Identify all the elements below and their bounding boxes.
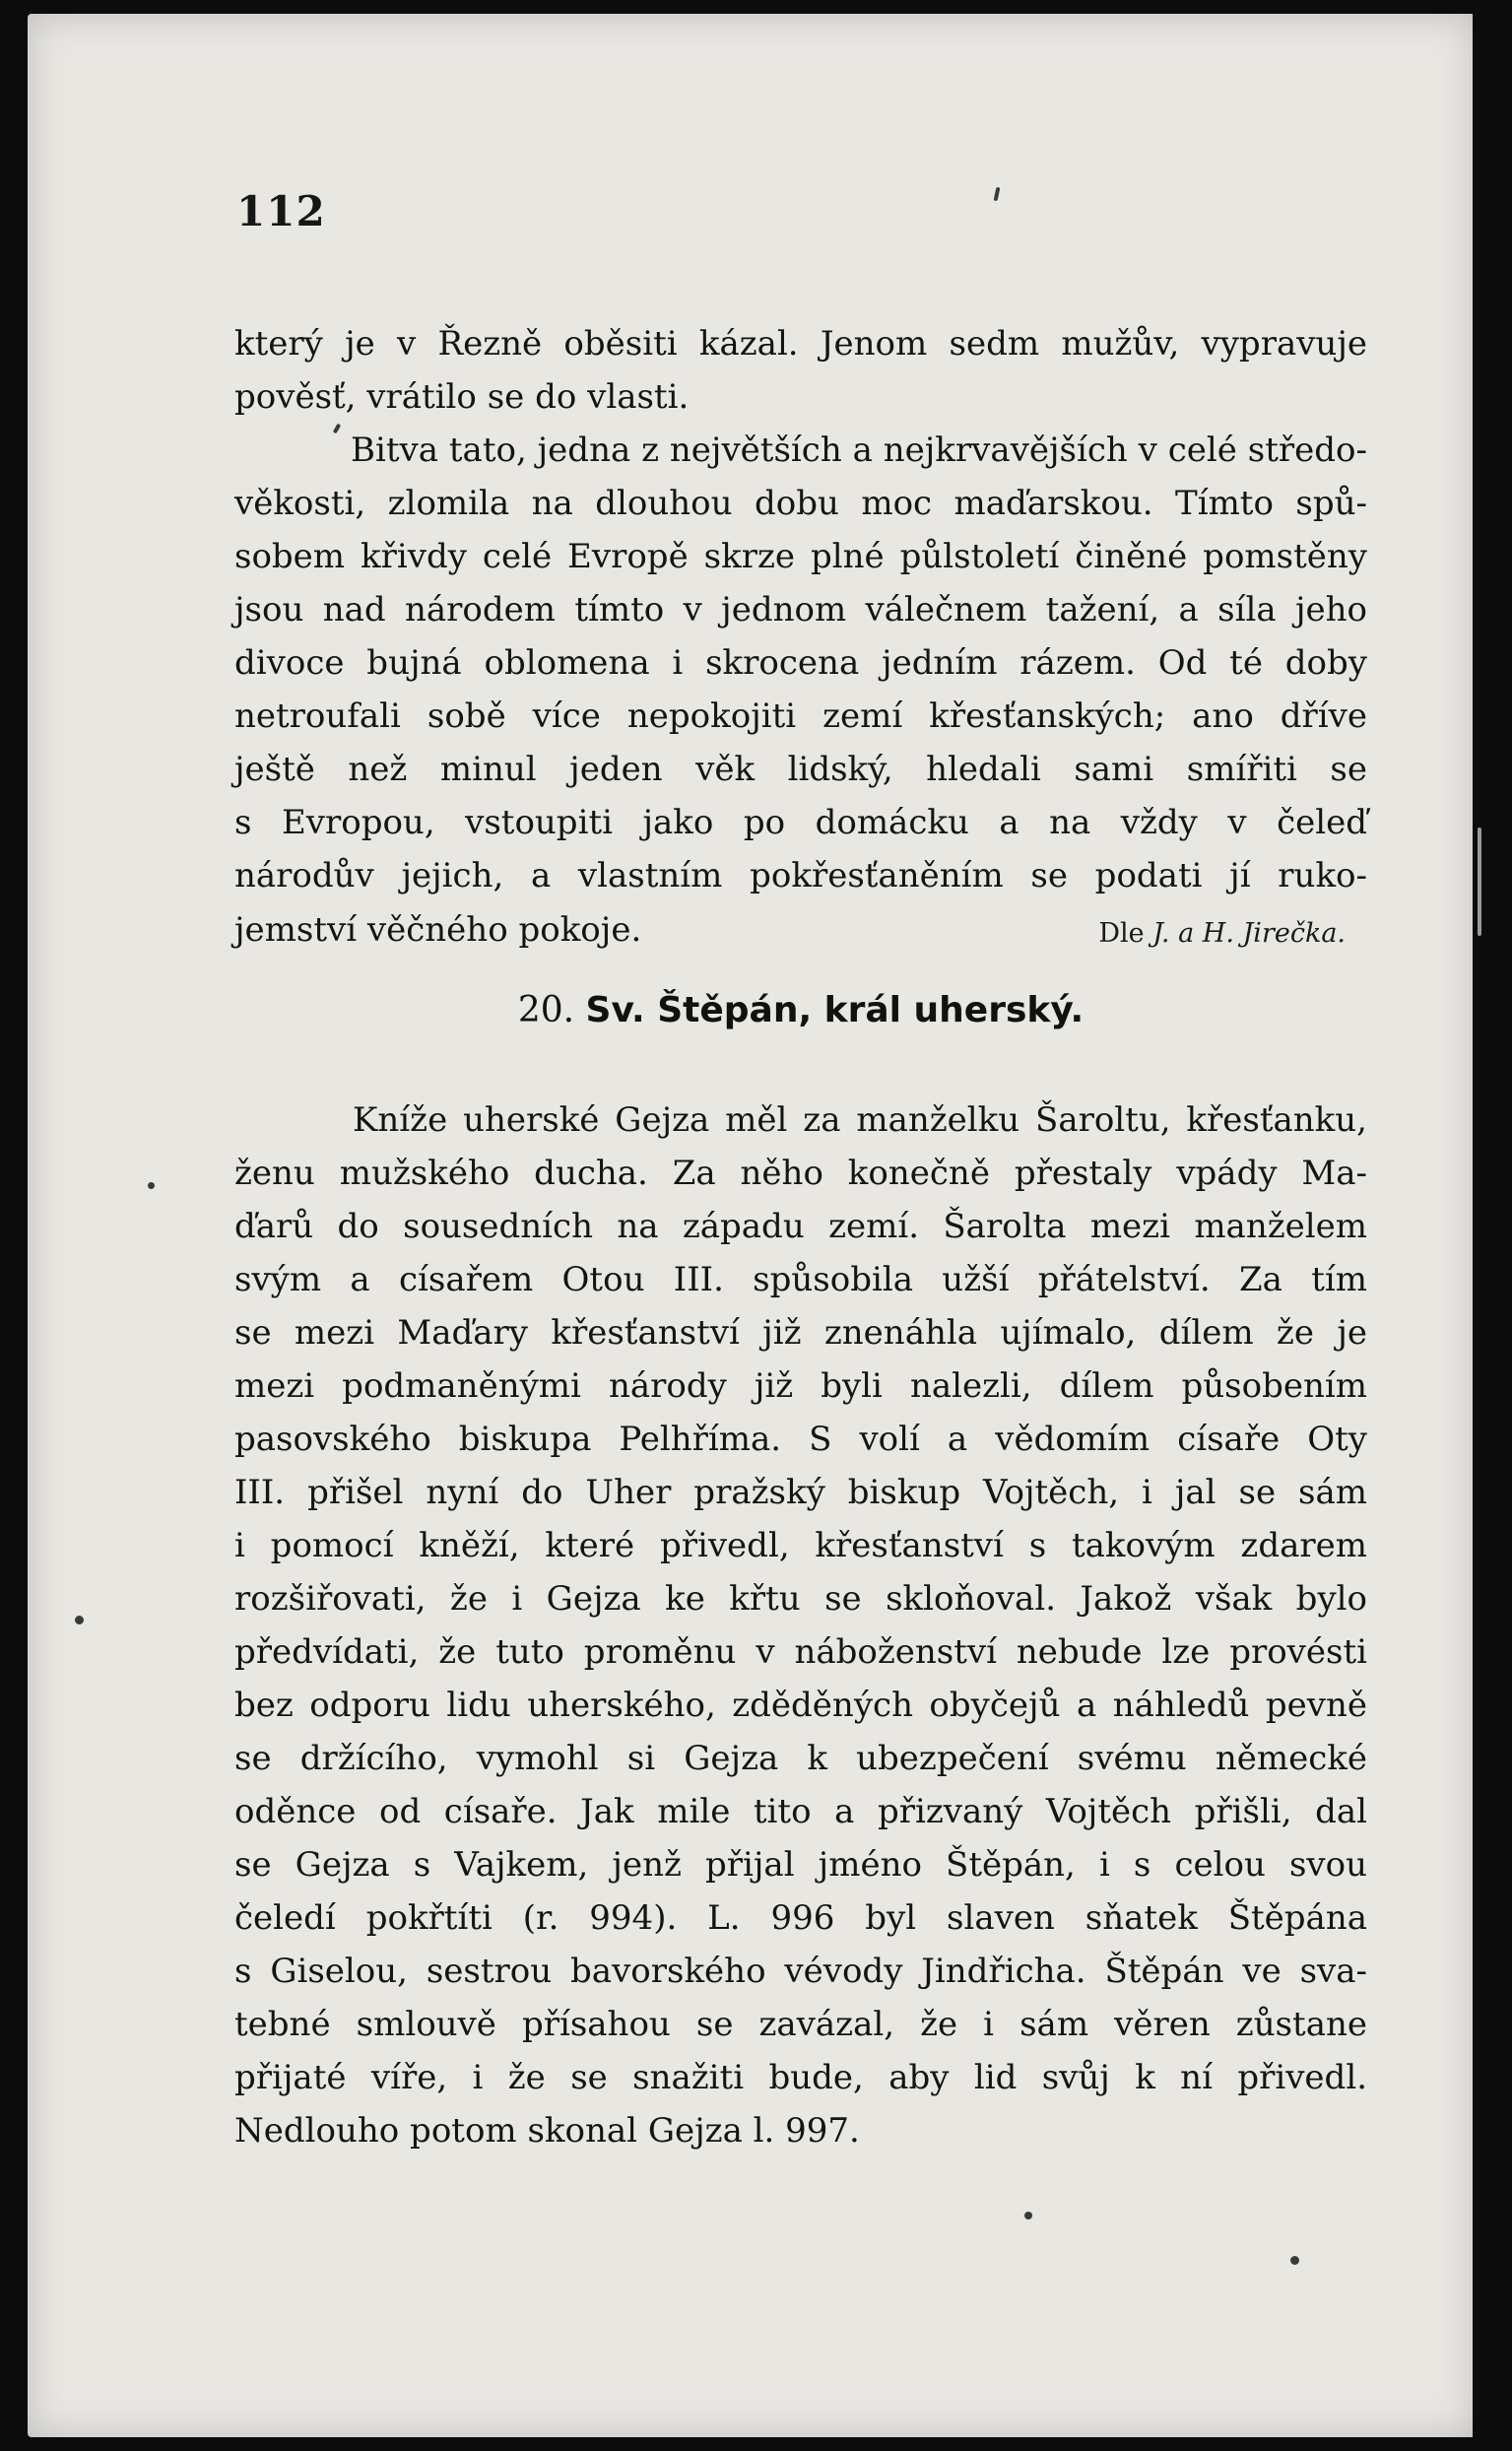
text-line: pověsť, vrátilo se do vlasti.: [234, 377, 690, 417]
text-line: s Evropou, vstoupiti jako po domácku a na vždy v čeleď: [234, 803, 1367, 842]
text-line: který je v Řezně oběsiti kázal. Jenom sedm mužův, vypravuje: [234, 324, 1367, 364]
text-line: jsou nad národem tímto v jednom válečnem tažení, a síla jeho: [234, 590, 1367, 629]
dust-speck: [1290, 2256, 1299, 2265]
text-line: oděnce od císaře. Jak mile tito a přizvaný Vojtěch přišli, dal: [234, 1792, 1367, 1831]
text-line: Nedlouho potom skonal Gejza l. 997.: [234, 2111, 860, 2151]
text-line: divoce bujná oblomena i skrocena jedním rázem. Od té doby: [234, 643, 1367, 683]
paragraph-1: [234, 317, 1367, 424]
text-line: se mezi Maďary křesťanství již znenáhla ujímalo, dílem že je: [234, 1313, 1367, 1353]
text-line: tebné smlouvě přísahou se zavázal, že i sám věren zůstane: [234, 2005, 1367, 2044]
section-number: 20.: [517, 990, 575, 1030]
text-line: sobem křivdy celé Evropě skrze plné půlstoletí činěné pomstěny: [234, 537, 1367, 576]
text-line: přijaté víře, i že se snažiti bude, aby lid svůj k ní přivedl.: [234, 2058, 1367, 2097]
text-line: se držícího, vymohl si Gejza k ubezpečení svému německé: [234, 1739, 1367, 1778]
text-line: pasovského biskupa Pelhříma. S volí a vědomím císaře Oty: [234, 1420, 1367, 1459]
text-line: jemství věčného pokoje.: [234, 910, 642, 950]
section-heading: [234, 990, 1367, 1030]
text-line: mezi podmaněnými národy již byli nalezli, dílem působením: [234, 1366, 1367, 1406]
source-attribution: [1098, 907, 1346, 961]
text-line: svým a císařem Otou III. spůsobila užší přátelství. Za tím: [234, 1260, 1367, 1299]
text-line: Kníže uherské Gejza měl za manželku Šaroltu, křesťanku,: [353, 1100, 1367, 1140]
attribution-prefix: Dle: [1098, 918, 1145, 949]
dust-speck: [148, 1182, 155, 1189]
paragraph-2-last-line: [234, 903, 1367, 957]
dust-speck: [75, 1616, 84, 1624]
text-line: netroufali sobě více nepokojiti zemí křesťanských; ano dříve: [234, 696, 1367, 736]
text-line: s Giselou, sestrou bavorského vévody Jindřicha. Štěpán ve sva-: [234, 1952, 1367, 1991]
text-line: bez odporu lidu uherského, zděděných obyčejů a náhledů pevně: [234, 1686, 1367, 1725]
text-line: ďarů do sousedních na západu zemí. Šarolta mezi manželem: [234, 1207, 1367, 1246]
text-line: se Gejza s Vajkem, jenž přijal jméno Štěpán, i s celou svou: [234, 1845, 1367, 1885]
text-line: ženu mužského ducha. Za něho konečně přestaly vpády Ma-: [234, 1154, 1367, 1193]
text-line: předvídati, že tuto proměnu v náboženství nebude lze provésti: [234, 1632, 1367, 1672]
page-number: 112: [236, 187, 326, 235]
text-line: III. přišel nyní do Uher pražský biskup Vojtěch, i jal se sám: [234, 1473, 1367, 1512]
paragraph-2: [234, 424, 1367, 902]
section-title: Sv. Štěpán, král uherský.: [585, 990, 1085, 1030]
text-line: národův jejich, a vlastním pokřesťaněním se podati jí ruko-: [234, 856, 1367, 895]
text-line: rozšiřovati, že i Gejza ke křtu se skloňoval. Jakož však bylo: [234, 1579, 1367, 1619]
text-line: věkosti, zlomila na dlouhou dobu moc maďarskou. Tímto spů-: [234, 484, 1367, 523]
text-line: Bitva tato, jedna z největších a nejkrvavějších v celé středo-: [351, 431, 1367, 470]
text-line: čeledí pokřtíti (r. 994). L. 996 byl slaven sňatek Štěpána: [234, 1898, 1367, 1938]
section-body: [234, 1093, 1367, 2157]
text-line: i pomocí kněží, které přivedl, křesťanství s takovým zdarem: [234, 1526, 1367, 1565]
dust-speck: [1024, 2212, 1032, 2219]
scan-edge-shadow: [1473, 0, 1512, 2451]
attribution-author: J. a H. Jirečka.: [1152, 918, 1346, 949]
text-line: ještě než minul jeden věk lidský, hledali sami smířiti se: [234, 750, 1367, 789]
dust-speck: [1478, 828, 1481, 936]
